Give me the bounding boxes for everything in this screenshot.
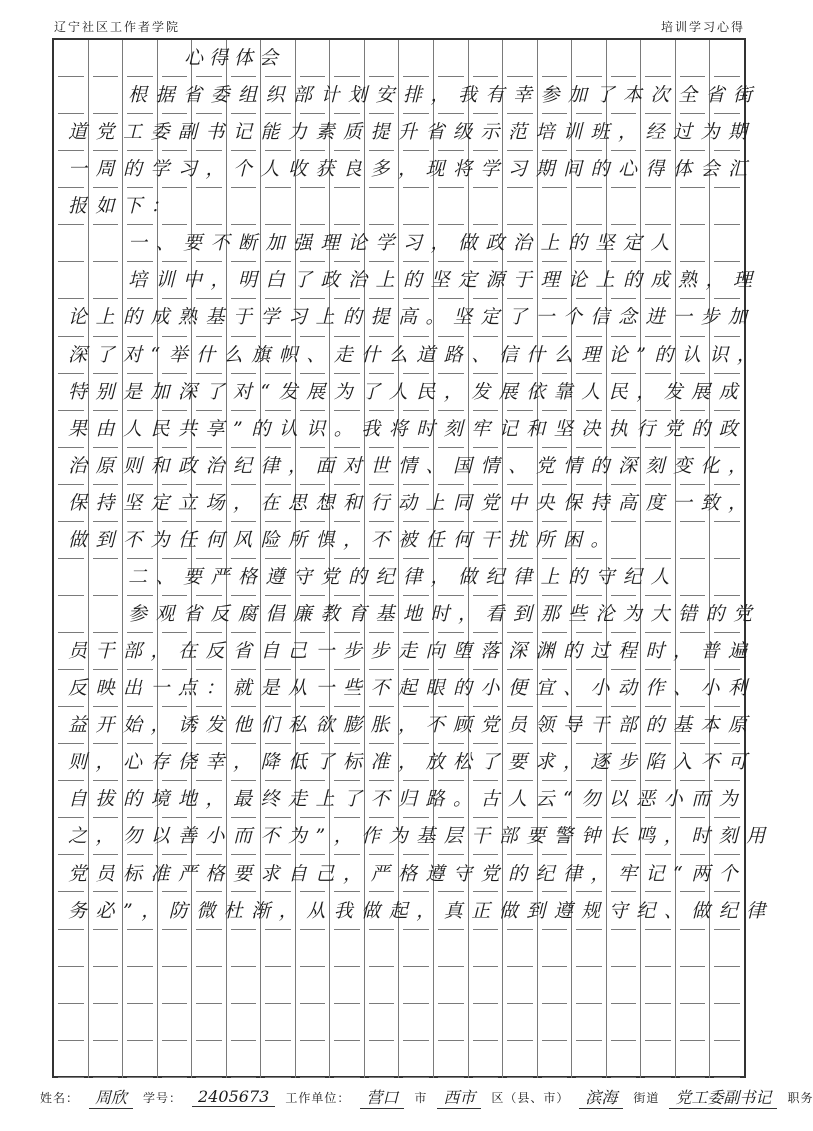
essay-title: 心得体会 [184, 47, 285, 69]
essay-line: 益开始，诱发他们私欲膨胀，不顾党员领导干部的基本原 [68, 714, 756, 737]
name-value: 周欣 [89, 1085, 133, 1109]
essay-line: 参观省反腐倡廉教育基地时，看到那些沦为大错的党 [128, 603, 761, 626]
essay-line: 自拔的境地，最终走上了不归路。古人云“勿以恶小而为 [68, 788, 747, 811]
student-id-label: 学号： [143, 1090, 183, 1105]
essay-line: 员干部，在反省自己一步步走向堕落深渊的过程时，普遍 [68, 640, 756, 663]
name-label: 姓名： [40, 1090, 80, 1105]
essay-line: 反映出一点：就是从一些不起眼的小便宜、小动作、小利 [68, 677, 756, 700]
city-label: 市 [414, 1090, 428, 1105]
essay-line: 特别是加深了对“发展为了人民，发展依靠人民，发展成 [68, 380, 747, 403]
essay-line: 一周的学习，个人收获良多，现将学习期间的心得体会汇 [68, 158, 756, 181]
author-info-footer [40, 1082, 813, 1112]
essay-line: 保持坚定立场，在思想和行动上同党中央保持高度一致， [68, 491, 756, 514]
essay-line: 报如下： [68, 195, 179, 218]
essay-body [54, 40, 774, 1076]
essay-line: 则，心存侥幸，降低了标准，放松了要求，逐步陷入不可 [68, 751, 756, 774]
institution-name: 辽宁社区工作者学院 [54, 20, 181, 34]
position-value: 党工委副书记 [669, 1085, 777, 1109]
essay-line: 做到不为任何风险所惧，不被任何干扰所困。 [68, 528, 619, 551]
district-label: 区（县、市） [491, 1090, 570, 1105]
document-type: 培训学习心得 [660, 20, 745, 34]
page-header [54, 14, 745, 38]
position-label: 职务 [787, 1090, 813, 1105]
work-unit-label: 工作单位： [285, 1090, 351, 1105]
essay-line: 论上的成熟基于学习上的提高。坚定了一个信念进一步加 [68, 306, 756, 329]
city-value: 营口 [360, 1085, 404, 1109]
essay-line: 治原则和政治纪律，面对世情、国情、党情的深刻变化， [68, 454, 756, 477]
section-heading: 二、要严格遵守党的纪律，做纪律上的守纪人 [128, 565, 679, 588]
essay-line: 党员标准严格要求自己，严格遵守党的纪律，牢记“两个 [68, 862, 747, 885]
manuscript-sheet [52, 40, 774, 1078]
street-label: 街道 [633, 1090, 660, 1105]
essay-line: 培训中，明白了政治上的坚定源于理论上的成熟，理 [128, 269, 761, 292]
street-value: 滨海 [579, 1085, 623, 1109]
essay-line: 道党工委副书记能力素质提升省级示范培训班，经过为期 [68, 121, 756, 144]
section-heading: 一、要不断加强理论学习，做政治上的坚定人 [128, 232, 679, 255]
essay-line: 深了对“举什么旗帜、走什么道路、信什么理论”的认识， [68, 343, 765, 366]
student-id-value: 2405673 [192, 1087, 275, 1107]
district-value: 西市 [437, 1085, 481, 1109]
essay-line: 之，勿以善小而不为”，作为基层干部要警钟长鸣，时刻用 [68, 825, 774, 848]
essay-line: 果由人民共享”的认识。我将时刻牢记和坚决执行党的政 [68, 417, 747, 440]
essay-line: 务必”，防微杜渐，从我做起，真正做到遵规守纪、做纪律 [68, 899, 774, 922]
essay-line: 根据省委组织部计划安排，我有幸参加了本次全省街 [128, 84, 761, 107]
